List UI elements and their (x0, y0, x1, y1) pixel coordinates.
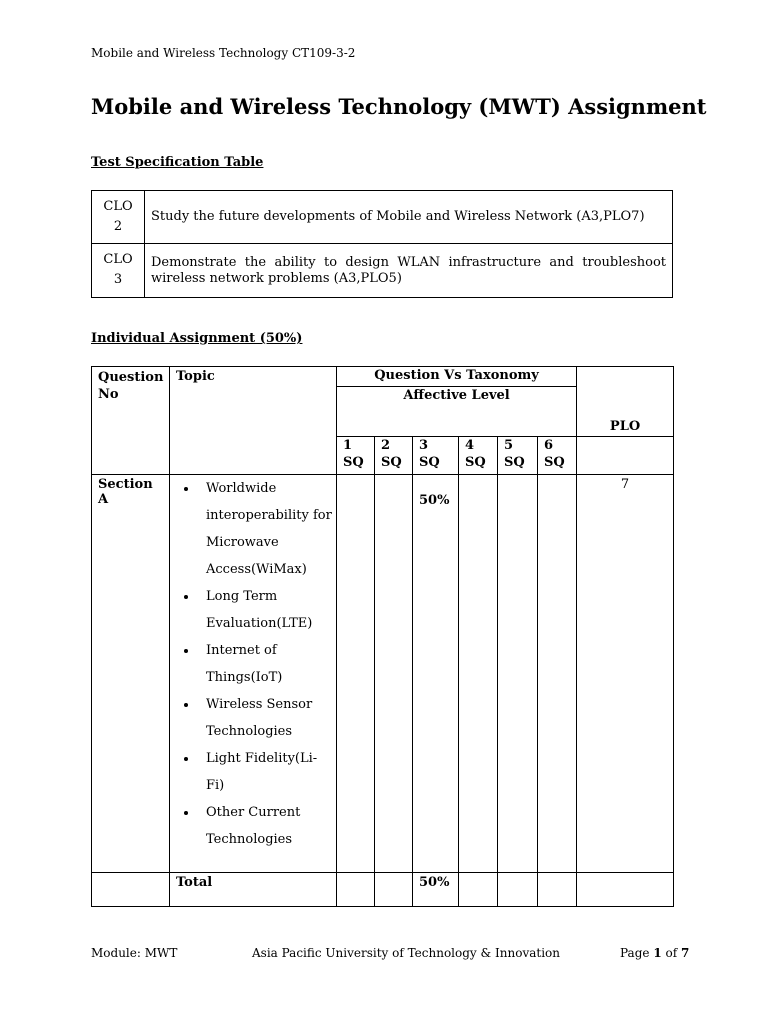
clo-description: Study the future developments of Mobile and Wireless Network (A3,PLO7) (145, 191, 673, 244)
clo-description: Demonstrate the ability to design WLAN infrastructure and troubleshoot wireless network problems (A3,PLO5) (145, 244, 673, 298)
topics-cell (170, 475, 337, 873)
section-row (92, 475, 674, 873)
level-sq: SQ (343, 455, 364, 470)
total-row (92, 873, 674, 907)
plo-header-spacer (577, 437, 674, 475)
level-5-cell (498, 475, 538, 873)
level-number: 3 (419, 438, 429, 453)
level-number: 1 (343, 438, 353, 453)
taxonomy-header: Question Vs Taxonomy (337, 367, 577, 387)
topic-header: Topic (170, 367, 337, 475)
spec-table-title: Test Specification Table (91, 155, 264, 170)
level-cell (337, 437, 375, 475)
clo-row (92, 191, 673, 244)
page-of: of (665, 946, 678, 960)
list-item: • Wireless Sensor Technologies (198, 691, 332, 745)
total-level-3: 50% (413, 873, 459, 907)
level-sq: SQ (504, 455, 525, 470)
question-no-header: Question No (92, 367, 170, 475)
plo-header: PLO (577, 367, 674, 437)
clo-row (92, 244, 673, 298)
level-number: 6 (544, 438, 554, 453)
section-name: Section A (92, 475, 170, 873)
total-label: Total (170, 873, 337, 907)
total-level-6 (538, 873, 577, 907)
assignment-title: Individual Assignment (50%) (91, 331, 303, 346)
clo-code (92, 191, 145, 244)
page-total: 7 (681, 946, 690, 960)
clo-code-number: 3 (113, 272, 123, 287)
header-row (92, 367, 674, 387)
list-item: • Other Current Technologies (198, 799, 332, 853)
footer-module: Module: MWT (91, 946, 178, 960)
level-1-cell (337, 475, 375, 873)
total-level-2 (375, 873, 413, 907)
level-number: 5 (504, 438, 514, 453)
level-cell (413, 437, 459, 475)
total-level-5 (498, 873, 538, 907)
level-sq: SQ (465, 455, 486, 470)
level-cell (538, 437, 577, 475)
list-item: • Light Fidelity(Li-Fi) (198, 745, 332, 799)
total-level-1 (337, 873, 375, 907)
list-item: • Long Term Evaluation(LTE) (198, 583, 332, 637)
course-header: Mobile and Wireless Technology CT109-3-2 (91, 46, 356, 60)
list-item: • Worldwide interoperability for Microwave Access(WiMax) (198, 475, 332, 583)
total-plo (577, 873, 674, 907)
topics-list (176, 475, 332, 853)
level-4-cell (459, 475, 498, 873)
clo-code-label: CLO (103, 199, 133, 214)
plo-value: 7 (577, 475, 674, 873)
level-cell (459, 437, 498, 475)
level-sq: SQ (544, 455, 565, 470)
clo-code-label: CLO (103, 252, 133, 267)
level-number: 4 (465, 438, 475, 453)
total-empty-cell (92, 873, 170, 907)
level-sq: SQ (381, 455, 402, 470)
level-number: 2 (381, 438, 391, 453)
taxonomy-table (91, 366, 674, 907)
level-cell (498, 437, 538, 475)
level-2-cell (375, 475, 413, 873)
page-current: 1 (653, 946, 662, 960)
level-3-cell: 50% (413, 475, 459, 873)
footer-page-number (620, 946, 689, 960)
clo-table (91, 190, 673, 298)
total-level-4 (459, 873, 498, 907)
affective-level-header: Affective Level (337, 387, 577, 437)
page-title: Mobile and Wireless Technology (MWT) Assignment (91, 94, 707, 119)
list-item: • Internet of Things(IoT) (198, 637, 332, 691)
clo-code (92, 244, 145, 298)
level-sq: SQ (419, 455, 440, 470)
page-word: Page (620, 946, 650, 960)
clo-code-number: 2 (113, 219, 123, 234)
footer-university: Asia Pacific University of Technology & Innovation (252, 946, 560, 960)
level-6-cell (538, 475, 577, 873)
level-cell (375, 437, 413, 475)
